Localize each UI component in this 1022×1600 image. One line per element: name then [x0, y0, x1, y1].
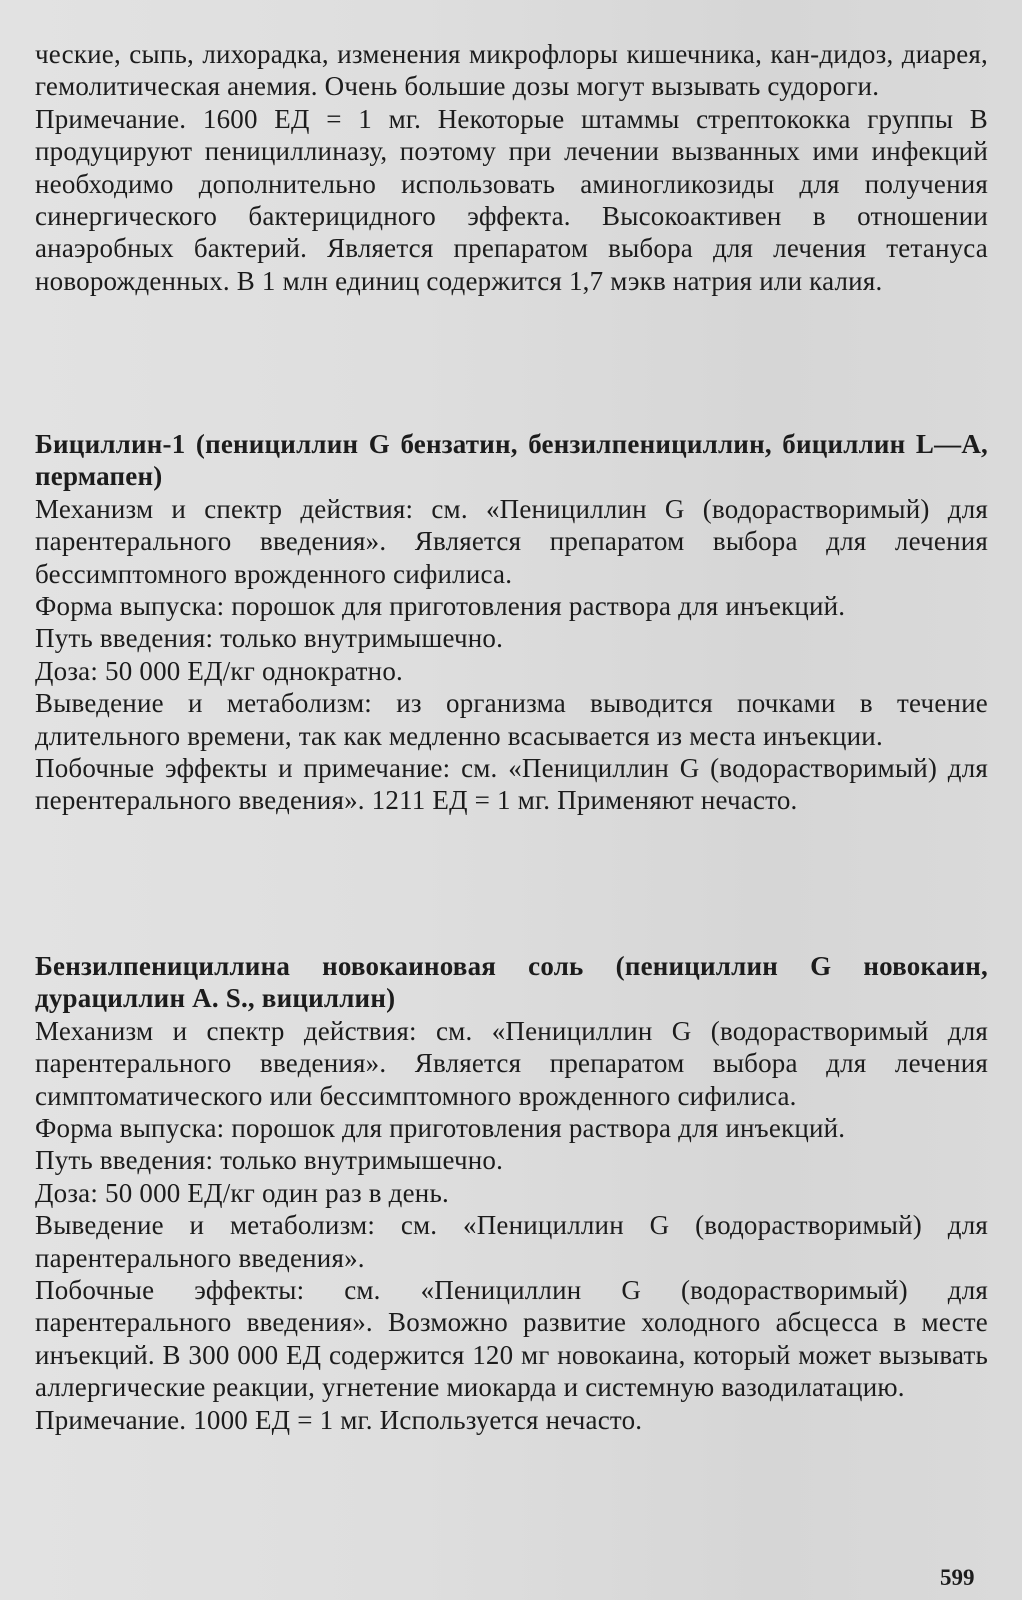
- continuation-note: Примечание. 1600 ЕД = 1 мг. Некоторые штаммы стрептококка группы В продуцируют пенициллиназу, поэтому при лечении вызванных ими инфекций необходимо дополнительно использовать аминогликозиды для получения синергического бактерицидного эффекта. Высокоактивен в отношении анаэробных бактерий. Является препаратом выбора для лечения тетануса новорожденных. В 1 млн единиц содержится 1,7 мэкв натрия или калия.: [35, 103, 988, 296]
- bicillin-elimination: Выведение и метаболизм: из организма выводится почками в течение длительного времени, так как медленно всасывается из места инъекции.: [35, 688, 988, 751]
- bicillin-route: Путь введения: только внутримышечно.: [35, 623, 504, 654]
- bicillin-form: Форма выпуска: порошок для приготовления раствора для инъекций.: [35, 591, 846, 622]
- bicillin-side-effects: Побочные эффекты и примечание: см. «Пенициллин G (водорастворимый) для перентерального введения». 1211 ЕД = 1 мг. Применяют нечасто.: [35, 753, 988, 816]
- novocaine-entry: [35, 950, 988, 1436]
- bicillin-entry: [35, 428, 988, 817]
- novocaine-note: Примечание. 1000 ЕД = 1 мг. Используется нечасто.: [35, 1404, 643, 1435]
- continuation-paragraph: ческие, сыпь, лихорадка, изменения микрофлоры кишечника, кан-дидоз, диарея, гемолитическая анемия. Очень большие дозы могут вызывать судороги.: [35, 39, 988, 102]
- novocaine-route: Путь введения: только внутримышечно.: [35, 1145, 504, 1176]
- novocaine-side-effects: Побочные эффекты: см. «Пенициллин G (водорастворимый) для парентерального введения». Возможно развитие холодного абсцесса в месте инъекций. В 300 000 ЕД содержится 120 мг новокаина, который может вызывать аллергические реакции, угнетение миокарда и системную вазодилатацию.: [35, 1275, 988, 1403]
- novocaine-elimination: Выведение и метаболизм: см. «Пенициллин G (водорастворимый) для парентерального введения».: [35, 1210, 988, 1273]
- bicillin-mechanism: Механизм и спектр действия: см. «Пенициллин G (водорастворимый) для парентерального введения». Является препаратом выбора для лечения бессимптомного врожденного сифилиса.: [35, 493, 988, 589]
- novocaine-mechanism: Механизм и спектр действия: см. «Пенициллин G (водорастворимый для парентерального введения». Является препаратом выбора для лечения симптоматического или бессимптомного врожденного сифилиса.: [35, 1015, 988, 1111]
- novocaine-dose: Доза: 50 000 ЕД/кг один раз в день.: [35, 1177, 449, 1208]
- bicillin-title: Бициллин-1 (пенициллин G бензатин, бензилпенициллин, бициллин L—A, пермапен): [35, 429, 988, 492]
- novocaine-title: Бензилпенициллина новокаиновая соль (пенициллин G новокаин, дурациллин A. S., вициллин): [35, 951, 988, 1014]
- novocaine-form: Форма выпуска: порошок для приготовления раствора для инъекций.: [35, 1113, 846, 1144]
- bicillin-dose: Доза: 50 000 ЕД/кг однократно.: [35, 655, 403, 686]
- page-number: 599: [940, 1565, 975, 1590]
- continuation-block: [35, 38, 988, 297]
